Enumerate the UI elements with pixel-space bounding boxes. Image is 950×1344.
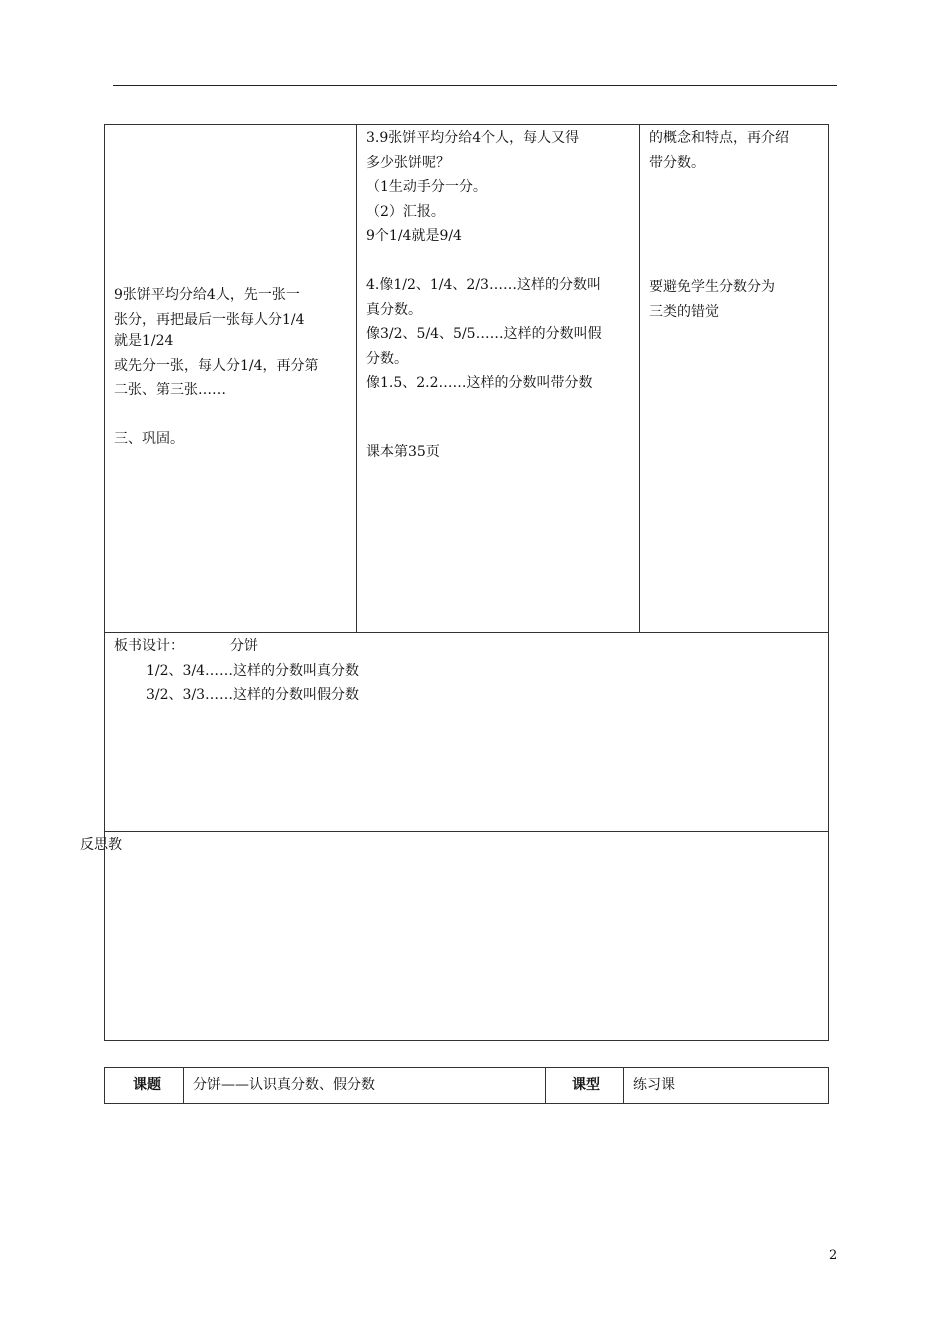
activity-line: 像3/2、5/4、5/5……这样的分数叫假 [366,326,602,342]
process-line: 三、巩固。 [114,431,184,447]
activity-line: 像1.5、2.2……这样的分数叫带分数 [366,375,593,391]
reflection-label: 反思教 [80,837,122,853]
intent-line: 三类的错觉 [649,303,719,320]
header-rule [113,85,837,86]
activity-line: 分数。 [366,350,408,367]
activity-line: 4.像1/2、1/4、2/3……这样的分数叫 [366,277,601,293]
intent-column-text [649,126,789,175]
info-divider-1 [183,1067,184,1104]
row-divider-board [104,632,829,633]
activity-line: 9个1/4就是9/4 [366,228,462,244]
column-divider-2 [639,124,640,632]
board-line: 3/2、3/3……这样的分数叫假分数 [146,687,360,703]
info-divider-3 [623,1067,624,1104]
activity-line: 真分数。 [366,301,422,318]
process-line: 或先分一张，每人分1/4，再分第 [114,357,319,374]
board-title: 分饼 [230,638,258,654]
column-divider-1 [356,124,357,632]
info-divider-2 [545,1067,546,1104]
activity-line: 课本第35页 [366,444,440,460]
intent-line: 要避免学生分数分为 [649,279,775,295]
process-line: 张分，再把最后一张每人分1/4 [114,311,305,328]
topic-value: 分饼——认识真分数、假分数 [193,1077,375,1093]
page-number: 2 [829,1248,838,1263]
process-line: 9张饼平均分给4人，先一张一 [114,287,300,303]
process-line: 就是1/24 [114,333,174,349]
board-label: 板书设计： [114,638,184,654]
type-label: 课型 [572,1077,600,1093]
activity-column-text [366,126,602,465]
intent-line: 带分数。 [649,154,705,171]
activity-line: （1生动手分一分。 [366,179,487,195]
process-line: 二张、第三张…… [114,382,226,398]
topic-label: 课题 [133,1077,161,1093]
board-line: 1/2、3/4……这样的分数叫真分数 [146,662,360,679]
process-column-text [114,283,319,452]
type-value: 练习课 [633,1077,675,1093]
intent-column-note [649,275,775,324]
activity-line: 3.9张饼平均分给4个人，每人又得 [366,130,580,146]
row-divider-reflection [104,831,829,832]
intent-line: 的概念和特点，再介绍 [649,130,789,146]
board-design [114,634,359,708]
activity-line: （2）汇报。 [366,203,445,220]
activity-line: 多少张饼呢？ [366,154,450,171]
